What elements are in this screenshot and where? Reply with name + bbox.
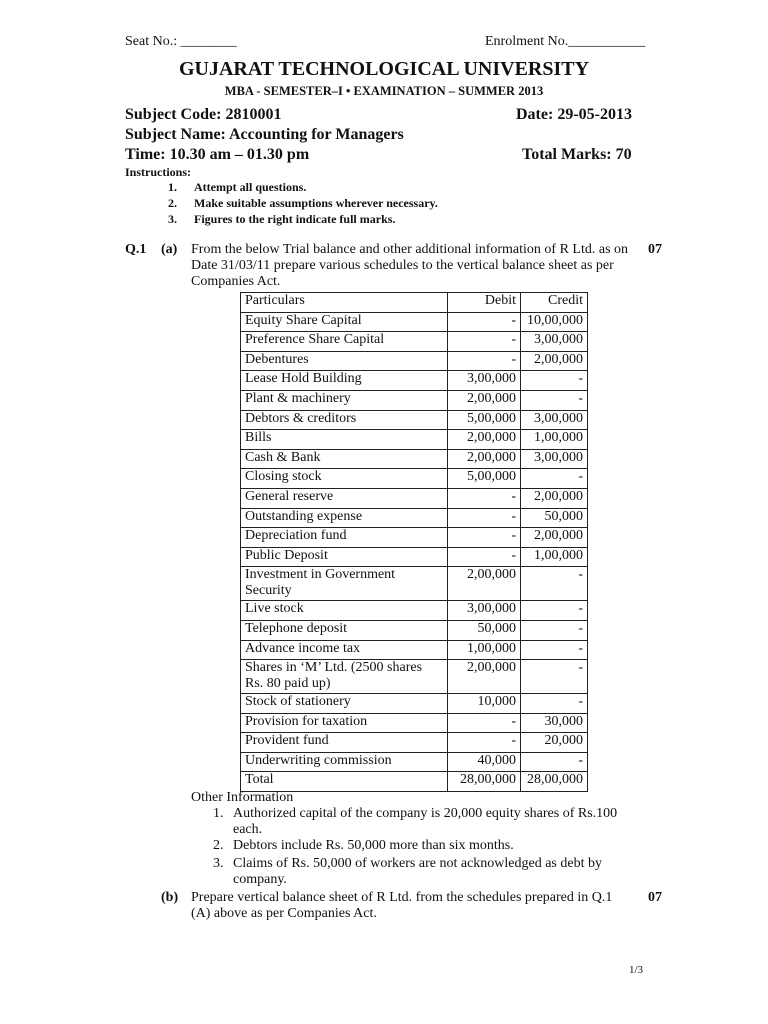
cell-particulars: Underwriting commission: [241, 752, 448, 772]
cell-debit: 40,000: [448, 752, 521, 772]
instruction-item: 2. Make suitable assumptions wherever necessary.: [168, 196, 438, 210]
cell-debit: -: [448, 312, 521, 332]
table-row: [241, 528, 588, 548]
table-row: [241, 620, 588, 640]
cell-particulars: Telephone deposit: [241, 620, 448, 640]
cell-particulars: Advance income tax: [241, 640, 448, 660]
cell-credit: 3,00,000: [521, 410, 588, 430]
university-title: GUJARAT TECHNOLOGICAL UNIVERSITY: [178, 58, 590, 80]
table-row: [241, 371, 588, 391]
cell-credit: 20,000: [521, 733, 588, 753]
table-row: [241, 694, 588, 714]
question-part-b-marks: 07: [648, 890, 662, 905]
other-information-heading: Other Information: [191, 790, 294, 805]
table-row: [241, 601, 588, 621]
table-row: [241, 390, 588, 410]
cell-particulars: Plant & machinery: [241, 390, 448, 410]
table-row: [241, 733, 588, 753]
cell-debit: -: [448, 547, 521, 567]
subject-name: Subject Name: Accounting for Managers: [125, 126, 404, 143]
cell-credit: 1,00,000: [521, 430, 588, 450]
cell-debit: 50,000: [448, 620, 521, 640]
cell-debit: 3,00,000: [448, 601, 521, 621]
cell-credit: -: [521, 469, 588, 489]
cell-debit: 3,00,000: [448, 371, 521, 391]
cell-credit: -: [521, 640, 588, 660]
table-row: [241, 713, 588, 733]
cell-credit: -: [521, 752, 588, 772]
enrolment-number-field: Enrolment No.___________: [485, 34, 646, 49]
cell-debit: -: [448, 488, 521, 508]
table-row: [241, 332, 588, 352]
cell-particulars: Preference Share Capital: [241, 332, 448, 352]
cell-credit: 3,00,000: [521, 332, 588, 352]
cell-debit: 2,00,000: [448, 390, 521, 410]
cell-particulars: Lease Hold Building: [241, 371, 448, 391]
table-row: [241, 312, 588, 332]
cell-debit: 1,00,000: [448, 640, 521, 660]
cell-credit: -: [521, 694, 588, 714]
cell-particulars: Public Deposit: [241, 547, 448, 567]
cell-debit: -: [448, 733, 521, 753]
cell-debit: 2,00,000: [448, 567, 521, 601]
cell-particulars: Provision for taxation: [241, 713, 448, 733]
cell-debit: 10,000: [448, 694, 521, 714]
page-number: 1/3: [629, 964, 644, 976]
table-total-row: [241, 772, 588, 792]
cell-particulars: Depreciation fund: [241, 528, 448, 548]
cell-particulars: Provident fund: [241, 733, 448, 753]
seat-number-field: Seat No.: ________: [125, 34, 237, 49]
cell-debit: 2,00,000: [448, 660, 521, 694]
cell-credit: 28,00,000: [521, 772, 588, 792]
cell-particulars: Cash & Bank: [241, 449, 448, 469]
table-row: [241, 752, 588, 772]
cell-particulars: General reserve: [241, 488, 448, 508]
cell-particulars: Investment in Government Security: [241, 567, 448, 601]
cell-particulars: Total: [241, 772, 448, 792]
table-row: [241, 508, 588, 528]
instruction-item: 3. Figures to the right indicate full marks.: [168, 212, 396, 226]
table-row: [241, 469, 588, 489]
cell-credit: -: [521, 390, 588, 410]
table-row: [241, 660, 588, 694]
cell-particulars: Debentures: [241, 351, 448, 371]
instruction-item: 1. Attempt all questions.: [168, 180, 307, 194]
table-row: [241, 430, 588, 450]
header-particulars: Particulars: [241, 293, 448, 313]
total-marks: Total Marks: 70: [522, 146, 632, 163]
cell-credit: -: [521, 371, 588, 391]
cell-credit: 2,00,000: [521, 488, 588, 508]
cell-debit: 5,00,000: [448, 410, 521, 430]
question-part-label: (b): [161, 890, 179, 905]
cell-debit: 5,00,000: [448, 469, 521, 489]
other-information-item: 3. Claims of Rs. 50,000 of workers are not acknowledged as debt by company.: [213, 856, 602, 887]
trial-balance-table: [240, 292, 588, 792]
cell-credit: 3,00,000: [521, 449, 588, 469]
cell-debit: -: [448, 528, 521, 548]
instructions-heading: Instructions:: [125, 165, 192, 179]
cell-particulars: Outstanding expense: [241, 508, 448, 528]
cell-particulars: Closing stock: [241, 469, 448, 489]
cell-debit: 28,00,000: [448, 772, 521, 792]
cell-debit: -: [448, 508, 521, 528]
cell-credit: 50,000: [521, 508, 588, 528]
table-header-row: [241, 293, 588, 313]
cell-credit: -: [521, 601, 588, 621]
question-part-b-text: Prepare vertical balance sheet of R Ltd. from the schedules prepared in Q.1 (A) above as per Companies Act.: [191, 890, 613, 921]
trial-balance-body: [241, 293, 588, 792]
cell-particulars: Bills: [241, 430, 448, 450]
cell-credit: 2,00,000: [521, 351, 588, 371]
cell-particulars: Shares in ‘M’ Ltd. (2500 shares Rs. 80 paid up): [241, 660, 448, 694]
cell-credit: -: [521, 620, 588, 640]
header-debit: Debit: [448, 293, 521, 313]
cell-particulars: Debtors & creditors: [241, 410, 448, 430]
subject-code: Subject Code: 2810001: [125, 106, 282, 123]
cell-particulars: Equity Share Capital: [241, 312, 448, 332]
table-row: [241, 567, 588, 601]
cell-particulars: Live stock: [241, 601, 448, 621]
cell-debit: 2,00,000: [448, 430, 521, 450]
question-part-a-marks: 07: [648, 242, 662, 257]
cell-debit: -: [448, 713, 521, 733]
cell-debit: -: [448, 332, 521, 352]
exam-time: Time: 10.30 am – 01.30 pm: [125, 146, 310, 163]
other-information-item: 2. Debtors include Rs. 50,000 more than six months.: [213, 838, 514, 853]
cell-credit: 1,00,000: [521, 547, 588, 567]
header-credit: Credit: [521, 293, 588, 313]
exam-date: Date: 29-05-2013: [516, 106, 632, 123]
exam-title: MBA - SEMESTER–I • EXAMINATION – SUMMER 2013: [224, 84, 544, 98]
cell-particulars: Stock of stationery: [241, 694, 448, 714]
cell-credit: 10,00,000: [521, 312, 588, 332]
question-part-a-text: From the below Trial balance and other additional information of R Ltd. as on Date 31/03/11 prepare various schedules to the vertical balance sheet as per Companies Act.: [191, 242, 629, 289]
question-number: Q.1: [125, 242, 147, 257]
cell-credit: 2,00,000: [521, 528, 588, 548]
cell-debit: -: [448, 351, 521, 371]
cell-credit: -: [521, 567, 588, 601]
other-information-item: 1. Authorized capital of the company is 20,000 equity shares of Rs.100 each.: [213, 806, 618, 837]
cell-debit: 2,00,000: [448, 449, 521, 469]
table-row: [241, 640, 588, 660]
table-row: [241, 410, 588, 430]
cell-credit: 30,000: [521, 713, 588, 733]
table-row: [241, 488, 588, 508]
table-row: [241, 547, 588, 567]
cell-credit: -: [521, 660, 588, 694]
question-part-label: (a): [161, 242, 178, 257]
table-row: [241, 351, 588, 371]
table-row: [241, 449, 588, 469]
